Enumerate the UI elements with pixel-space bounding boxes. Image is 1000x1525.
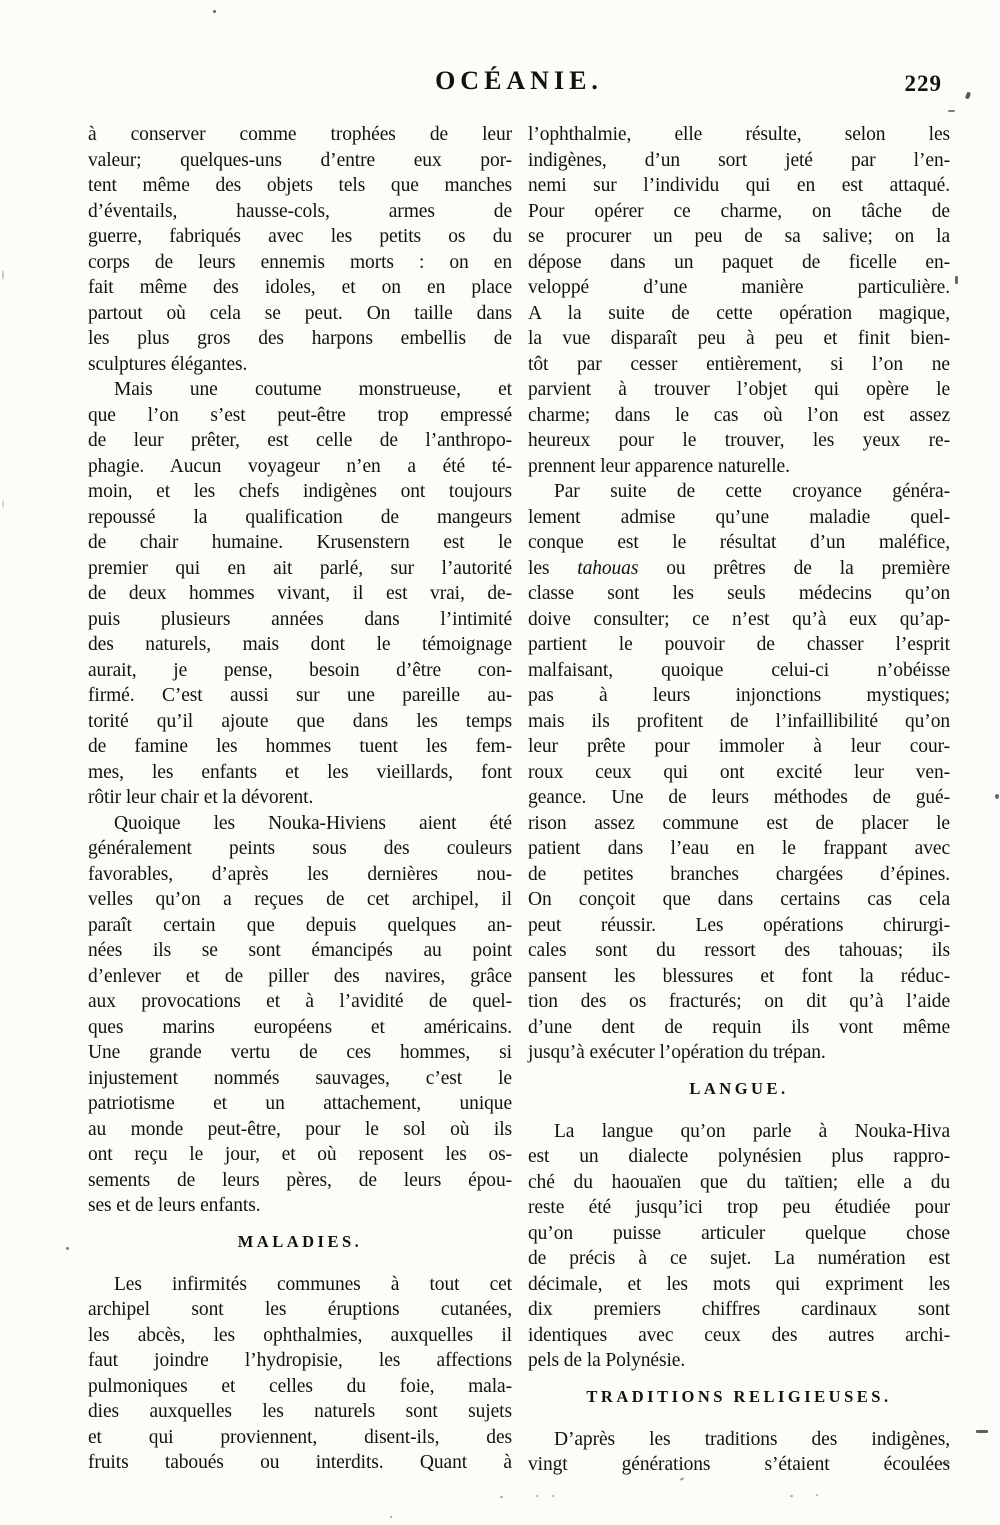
scan-speck [536, 1495, 538, 1497]
scan-speck [390, 1516, 392, 1518]
text-line: malfaisant, quoique celui-ci n’obéisse [528, 659, 950, 681]
text-line: se procurer un peu de sa salive; on la [528, 226, 950, 247]
text-line: leur prête pour immoler à leur cour- [528, 736, 950, 757]
text-line: pansent les blessures et font la réduc- [528, 965, 950, 987]
text-line: archipel sont les éruptions cutanées, [88, 1299, 512, 1320]
text-line: de précis à ce sujet. La numération est [528, 1248, 950, 1269]
text-line: tent même des objets tels que manches [88, 175, 512, 196]
text-line: Mais une coutume monstrueuse, et [114, 379, 512, 400]
text-line: nemi sur l’individu qui en est attaqué. [528, 175, 950, 196]
text-line: fait même des idoles, et on en place [88, 277, 512, 298]
text-line: Pour opérer ce charme, on tâche de [528, 200, 950, 222]
text-line: pels de la Polynésie. [528, 1350, 686, 1371]
text-line: décimale, et les mots qui expriment les [528, 1273, 950, 1295]
text-line: geance. Une de leurs méthodes de gué- [528, 787, 950, 808]
scan-speck [2, 500, 4, 508]
page-title: OCÉANIE. [435, 66, 603, 95]
text-line: dépose dans un paquet de ficelle en- [528, 251, 950, 273]
text-line: des naturels, mais dont le témoignage [88, 634, 512, 655]
text-column-left [88, 122, 512, 1476]
text-line: de petites branches chargées d’épines. [528, 863, 950, 885]
text-line: aurait, je pense, besoin d’être con- [88, 659, 512, 681]
section-heading: LANGUE. [689, 1078, 789, 1098]
scan-speck [552, 1495, 554, 1497]
paragraph [88, 122, 512, 377]
scan-speck [816, 1494, 818, 1496]
text-line: et qui proviennent, disent-ils, des [88, 1426, 512, 1448]
text-line: A la suite de cette opération magique, [528, 302, 950, 324]
paragraph [88, 377, 512, 811]
text-line: rôtir leur chair et la dévorent. [88, 787, 314, 808]
paragraph [528, 122, 950, 479]
text-column-right [528, 122, 950, 1478]
scan-speck [2, 270, 4, 280]
text-line: sculptures élégantes. [88, 353, 248, 375]
text-line: D’après les traditions des indigènes, [554, 1428, 950, 1450]
section-heading: TRADITIONS RELIGIEUSES. [586, 1386, 892, 1406]
scan-speck [965, 92, 971, 100]
text-line: sements de leurs pères, de leurs épou- [88, 1169, 512, 1191]
scan-speck [948, 110, 955, 112]
text-line: ques marins européens et américains. [88, 1016, 512, 1038]
text-line: ché du haouaïen que du taïtien; elle a du [528, 1171, 950, 1193]
text-line: dix premiers chiffres cardinaux sont [528, 1299, 950, 1320]
text-line: ont reçu le jour, et où reposent les os- [88, 1144, 512, 1165]
text-line: à conserver comme trophées de leur [88, 124, 512, 145]
text-line: indigènes, d’un sort jeté par l’en- [528, 149, 950, 171]
text-line: identiques avec ceux des autres archi- [528, 1324, 950, 1346]
text-line: au monde peut-être, pour le sol où ils [88, 1118, 512, 1140]
running-header [88, 66, 950, 96]
text-line: d’éventails, hausse-cols, armes de [88, 200, 512, 222]
text-line: prennent leur apparence naturelle. [528, 455, 790, 477]
text-line: veloppé d’une manière particulière. [528, 277, 950, 298]
scan-speck [500, 1496, 503, 1498]
text-line: Quoique les Nouka-Hiviens aient été [114, 812, 512, 834]
text-line: parvient à trouver l’objet qui opère le [528, 379, 950, 400]
text-line: mes, les enfants et les vieillards, font [88, 761, 512, 783]
paragraph [88, 1272, 512, 1476]
page-number: 229 [904, 71, 942, 96]
scan-speck [213, 10, 216, 13]
text-line: pulmoniques et celles du foie, mala- [88, 1375, 512, 1397]
text-line: On conçoit que dans certains cas cela [528, 889, 950, 910]
text-line: lement admise qu’une maladie quel- [528, 506, 950, 528]
text-line: ses et de leurs enfants. [88, 1195, 261, 1216]
paragraph [528, 479, 950, 1066]
text-line: heureux pour le trouver, les yeux re- [528, 430, 950, 451]
text-line: dies auxquelles les naturels sont sujets [88, 1401, 512, 1422]
text-line: partout où cela se peut. On taille dans [88, 302, 512, 324]
text-line: Une grande vertu de ces hommes, si [88, 1042, 512, 1063]
scan-speck [955, 276, 958, 284]
text-line: cales sont du ressort des tahouas; ils [528, 940, 950, 961]
scan-speck [995, 794, 999, 799]
scan-speck [790, 1495, 793, 1497]
text-line: injustement nommés sauvages, c’est le [88, 1067, 512, 1089]
text-line: aux provocations et à l’avidité de quel- [88, 991, 512, 1012]
text-line: les abcès, les ophthalmies, auxquelles il [88, 1324, 512, 1346]
text-line: mais ils profitent de l’infaillibilité qu’on [528, 710, 950, 732]
text-line: les tahouas ou prêtres de la première [528, 557, 950, 579]
text-line: vingt générations s’étaient écoulées [528, 1454, 950, 1475]
text-line: jusqu’à exécuter l’opération du trépan. [528, 1042, 826, 1063]
text-line: torité qu’il ajoute que dans les temps [88, 710, 512, 732]
text-line: tion des os fracturés; on dit qu’à l’aide [528, 991, 950, 1012]
text-line: que l’on s’est peut-être trop empressé [88, 404, 512, 426]
text-line: de leur prêter, est celle de l’anthropo- [88, 430, 512, 451]
paragraph [528, 1119, 950, 1374]
text-line: phagie. Aucun voyageur n’en a été té- [88, 455, 512, 477]
text-line: charme; dans le cas où l’on est assez [528, 404, 950, 426]
section-heading: MALADIES. [237, 1231, 363, 1251]
text-line: paraît certain que depuis quelques an- [88, 914, 512, 936]
text-line: moin, et les chefs indigènes ont toujours [88, 481, 512, 502]
text-line: faut joindre l’hydropisie, les affections [88, 1350, 512, 1371]
text-line: l’ophthalmie, elle résulte, selon les [528, 124, 950, 145]
text-line: repoussé la qualification de mangeurs [88, 506, 512, 528]
text-line: guerre, fabriqués avec les petits os du [88, 226, 512, 247]
text-line: peut réussir. Les opérations chirurgi- [528, 914, 950, 936]
text-line: La langue qu’on parle à Nouka-Hiva [554, 1120, 950, 1142]
text-line: généralement peints sous des couleurs [88, 838, 512, 859]
paragraph [528, 1427, 950, 1478]
text-line: reste été jusqu’ici trop peu étudiée pour [528, 1197, 950, 1218]
text-line: doive consulter; ce n’est qu’à eux qu’ap- [528, 608, 950, 630]
text-line: est un dialecte polynésien plus rappro- [528, 1146, 950, 1167]
text-line: valeur; quelques-uns d’entre eux por- [88, 149, 512, 171]
text-line: pas à leurs injonctions mystiques; [528, 685, 950, 706]
text-line: tôt par cesser entièrement, si l’on ne [528, 353, 950, 375]
text-line: puis plusieurs années dans l’intimité [88, 608, 512, 630]
text-line: premier qui en ait parlé, sur l’autorité [88, 557, 512, 579]
text-line: la vue disparaît peu à peu et finit bien- [528, 328, 950, 349]
text-line: rison assez commune est de placer le [528, 812, 950, 834]
text-line: qu’on puisse articuler quelque chose [528, 1222, 950, 1244]
text-line: de deux hommes vivant, il est vrai, de- [88, 583, 512, 604]
text-line: nées ils se sont émancipés au point [88, 940, 512, 961]
text-line: Par suite de cette croyance généra- [554, 481, 950, 502]
text-line: patient dans l’eau en le frappant avec [528, 838, 950, 859]
text-line: conque est le résultat d’un maléfice, [528, 532, 950, 553]
text-line: roux ceux qui ont excité leur ven- [528, 761, 950, 783]
paragraph [88, 811, 512, 1219]
text-line: velles qu’on a reçues de cet archipel, il [88, 889, 512, 910]
scan-speck [976, 1430, 988, 1433]
scan-speck [680, 1477, 684, 1481]
text-line: Les infirmités communes à tout cet [114, 1273, 512, 1295]
text-line: partient le pouvoir de chasser l’esprit [528, 634, 950, 655]
text-line: corps de leurs ennemis morts : on en [88, 251, 512, 273]
text-line: fruits taboués ou interdits. Quant à [88, 1452, 512, 1473]
text-line: les plus gros des harpons embellis de [88, 328, 512, 349]
text-line: classe sont les seuls médecins qu’on [528, 583, 950, 604]
text-line: patriotisme et un attachement, unique [88, 1093, 512, 1114]
text-line: firmé. C’est aussi sur une pareille au- [88, 685, 512, 706]
text-line: favorables, d’après les dernières nou- [88, 863, 512, 885]
text-line: d’une dent de requin ils vont même [528, 1016, 950, 1038]
scan-speck [942, 1462, 950, 1464]
text-line: d’enlever et de piller des navires, grâce [88, 965, 512, 987]
text-line: de famine les hommes tuent les fem- [88, 736, 512, 757]
text-line: de chair humaine. Krusenstern est le [88, 532, 512, 553]
scan-speck [66, 1247, 69, 1250]
